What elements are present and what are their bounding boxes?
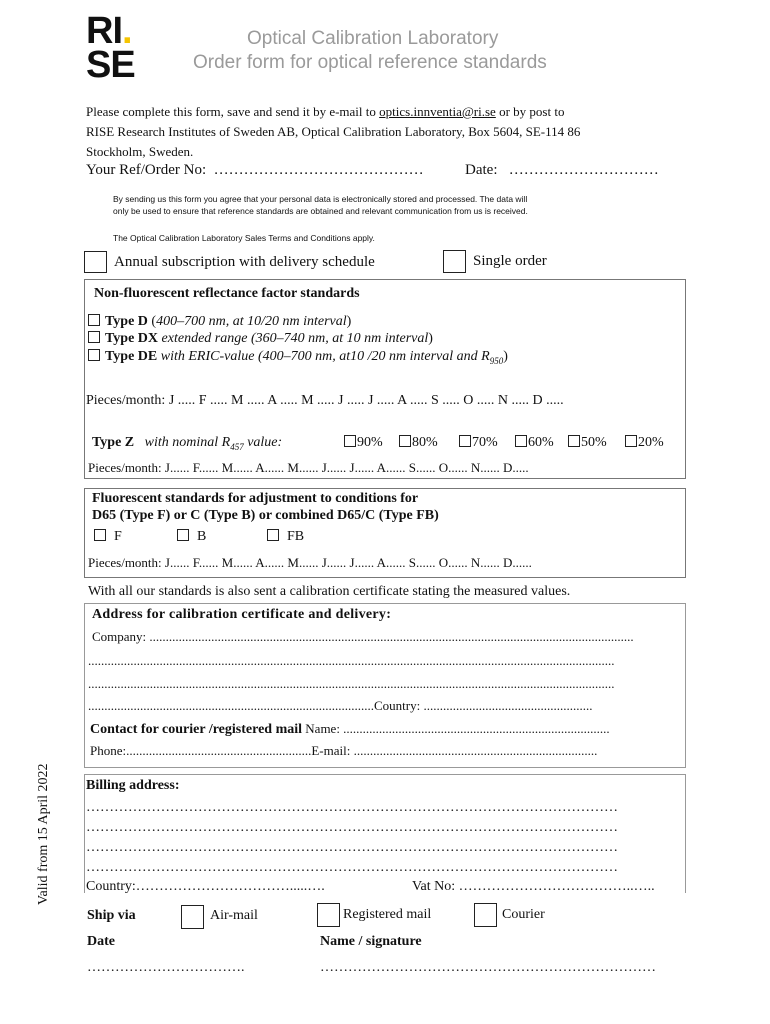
fluor-option-f[interactable]: F [94, 529, 122, 545]
certificate-note: With all our standards is also sent a calibration certificate stating the measured values. [88, 584, 571, 599]
annual-subscription-checkbox[interactable] [84, 251, 107, 273]
rise-logo: RI. SE [86, 10, 135, 86]
registered-mail-label: Registered mail [343, 907, 432, 922]
percent-option-70[interactable]: 70% [459, 435, 498, 451]
header-title: Optical Calibration Laboratory [247, 28, 499, 49]
pieces-month-typez[interactable]: Pieces/month: J...... F...... M...... A...... M...... J...... J...... A...... S...... O...... N...... D..... [88, 460, 529, 475]
type-dx-row[interactable]: Type DX extended range (360–740 nm, at 10 nm interval) [88, 331, 433, 347]
type-d-checkbox[interactable] [88, 314, 100, 326]
date-field[interactable]: ………………………… [508, 162, 659, 178]
ref-row: Your Ref/Order No: …………………………………… [86, 162, 424, 178]
pieces-month-nonfluor[interactable]: Pieces/month: J ..... F ..... M ..... A ..... M ..... J ..... J ..... A ..... S ..... O ..... N ..... D ..... [86, 393, 564, 408]
percent-option-90[interactable]: 90% [344, 435, 383, 451]
ship-via-label: Ship via [87, 908, 136, 923]
country-field[interactable]: ........................................................................................Country: .................................................... [88, 698, 593, 713]
date-row: Date: ………………………… [465, 162, 659, 178]
percent-option-20[interactable]: 20% [625, 435, 664, 451]
billing-title: Billing address: [86, 778, 180, 793]
courier-checkbox[interactable] [474, 903, 497, 927]
fluorescent-title-2: D65 (Type F) or C (Type B) or combined D65/C (Type FB) [92, 508, 439, 523]
billing-line-4[interactable]: …………………………………………………………………………………………………… [86, 860, 618, 875]
billing-country-field[interactable]: Country:…………………………….....…. [86, 879, 325, 894]
contact-row[interactable]: Contact for courier /registered mail Name: .................................................................................. [90, 721, 610, 737]
intro-line1: Please complete this form, save and send it by e-mail to optics.innventia@ri.se or by post to [86, 104, 565, 119]
type-z-row: Type Z with nominal $R_{457}$ value: [92, 435, 283, 452]
type-de-checkbox[interactable] [88, 349, 100, 361]
valid-from-note: Valid from 15 April 2022 [36, 763, 51, 905]
vat-field[interactable]: Vat No: ………………………………..….. [412, 879, 655, 894]
annual-subscription-label: Annual subscription with delivery schedule [114, 254, 375, 270]
address-line-1[interactable]: .................................................................................................................................................................. [88, 653, 615, 668]
footer-date-field[interactable]: ……………………………. [87, 960, 245, 975]
privacy-notice-2: only be used to ensure that reference standards are obtained and relevant communication from us is received. [113, 206, 528, 216]
air-mail-checkbox[interactable] [181, 905, 204, 929]
fluorescent-title-1: Fluorescent standards for adjustment to conditions for [92, 491, 419, 506]
phone-email-row[interactable]: Phone:.........................................................E-mail: ........................................................................... [90, 743, 598, 758]
nonfluorescent-title: Non-fluorescent reflectance factor standards [94, 286, 360, 301]
signature-label: Name / signature [320, 934, 422, 949]
fluor-option-fb[interactable]: FB [267, 529, 304, 545]
billing-line-1[interactable]: …………………………………………………………………………………………………… [86, 800, 618, 815]
percent-option-50[interactable]: 50% [568, 435, 607, 451]
type-de-row[interactable]: Type DE with ERIC-value (400–700 nm, at10 /20 nm interval and $R_{950}$) [88, 349, 508, 366]
terms-notice: The Optical Calibration Laboratory Sales Terms and Conditions apply. [113, 233, 375, 243]
percent-option-80[interactable]: 80% [399, 435, 438, 451]
billing-line-2[interactable]: …………………………………………………………………………………………………… [86, 820, 618, 835]
header-subtitle: Order form for optical reference standards [193, 52, 547, 73]
type-d-row[interactable]: Type D (400–700 nm, at 10/20 nm interval) [88, 314, 351, 330]
type-dx-checkbox[interactable] [88, 331, 100, 343]
registered-mail-checkbox[interactable] [317, 903, 340, 927]
company-field[interactable]: Company: ..................................................................................................................................................... [92, 629, 634, 644]
intro-line2: RISE Research Institutes of Sweden AB, Optical Calibration Laboratory, Box 5604, SE-114 86 [86, 124, 581, 139]
email-link[interactable]: optics.innventia@ri.se [379, 104, 496, 119]
footer-date-label: Date [87, 934, 115, 949]
single-order-label: Single order [473, 253, 547, 269]
single-order-checkbox[interactable] [443, 250, 466, 273]
air-mail-label: Air-mail [210, 908, 258, 923]
intro-line3: Stockholm, Sweden. [86, 144, 194, 159]
privacy-notice-1: By sending us this form you agree that your personal data is electronically stored and processed. The data will [113, 194, 528, 204]
billing-line-3[interactable]: …………………………………………………………………………………………………… [86, 840, 618, 855]
signature-field[interactable]: ……………………………………………………………… [320, 960, 656, 975]
pieces-month-fluor[interactable]: Pieces/month: J...... F...... M...... A...... M...... J...... J...... A...... S...... O...... N...... D...... [88, 555, 532, 570]
percent-option-60[interactable]: 60% [515, 435, 554, 451]
address-title: Address for calibration certificate and delivery: [92, 607, 392, 622]
courier-label: Courier [502, 907, 545, 922]
address-line-2[interactable]: .................................................................................................................................................................. [88, 676, 615, 691]
fluor-option-b[interactable]: B [177, 529, 206, 545]
ref-field[interactable]: …………………………………… [213, 162, 424, 178]
